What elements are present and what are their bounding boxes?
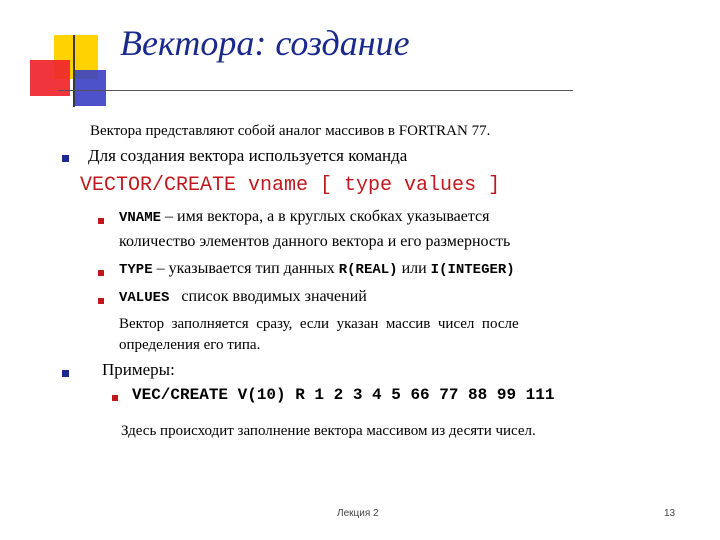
bullet-1-text: Для создания вектора используется команда <box>88 146 408 165</box>
sub-item-values <box>119 288 367 306</box>
note-line-2: определения его типа. <box>119 337 261 353</box>
slide-title: Вектора: создание <box>120 23 410 63</box>
bullet-marker <box>62 370 69 377</box>
sub-bullet-marker <box>98 270 104 276</box>
vname-desc-2: количество элементов данного вектора и его размерность <box>119 233 511 250</box>
command-syntax: VECTOR/CREATE vname [ type values ] <box>80 174 501 197</box>
vname-desc-1: – имя вектора, а в круглых скобках указывается <box>161 208 490 225</box>
decorative-logo <box>0 0 120 120</box>
sub-bullet-marker <box>98 218 104 224</box>
sub-bullet-marker <box>98 298 104 304</box>
vname-keyword: VNAME <box>119 210 162 226</box>
sub-item-type <box>119 260 515 278</box>
sub-item-vname <box>119 208 490 226</box>
bullet-2-text: Примеры: <box>102 360 175 379</box>
values-keyword: VALUES <box>119 290 170 306</box>
example-command: VEC/CREATE V(10) R 1 2 3 4 5 66 77 88 99 111 <box>132 386 555 404</box>
example-note: Здесь происходит заполнение вектора массивом из десяти чисел. <box>121 423 536 439</box>
values-desc: список вводимых значений <box>169 288 367 305</box>
blue-square <box>74 70 106 106</box>
note-line-1: Вектор заполняется сразу, если указан массив чисел после <box>119 316 519 332</box>
bullet-marker <box>62 155 69 162</box>
type-keyword: TYPE <box>119 262 153 278</box>
footer-lecture: Лекция 2 <box>337 508 379 519</box>
sub-bullet-marker <box>112 395 118 401</box>
page-number: 13 <box>664 508 676 519</box>
title-underline <box>58 90 573 91</box>
intro-text: Вектора представляют собой аналог массивов в FORTRAN 77. <box>90 123 491 139</box>
type-or: или <box>397 260 431 277</box>
vertical-rule <box>73 35 75 107</box>
type-desc: – указывается тип данных <box>152 260 339 277</box>
integer-keyword: I(INTEGER) <box>430 262 515 278</box>
real-keyword: R(REAL) <box>338 262 398 278</box>
